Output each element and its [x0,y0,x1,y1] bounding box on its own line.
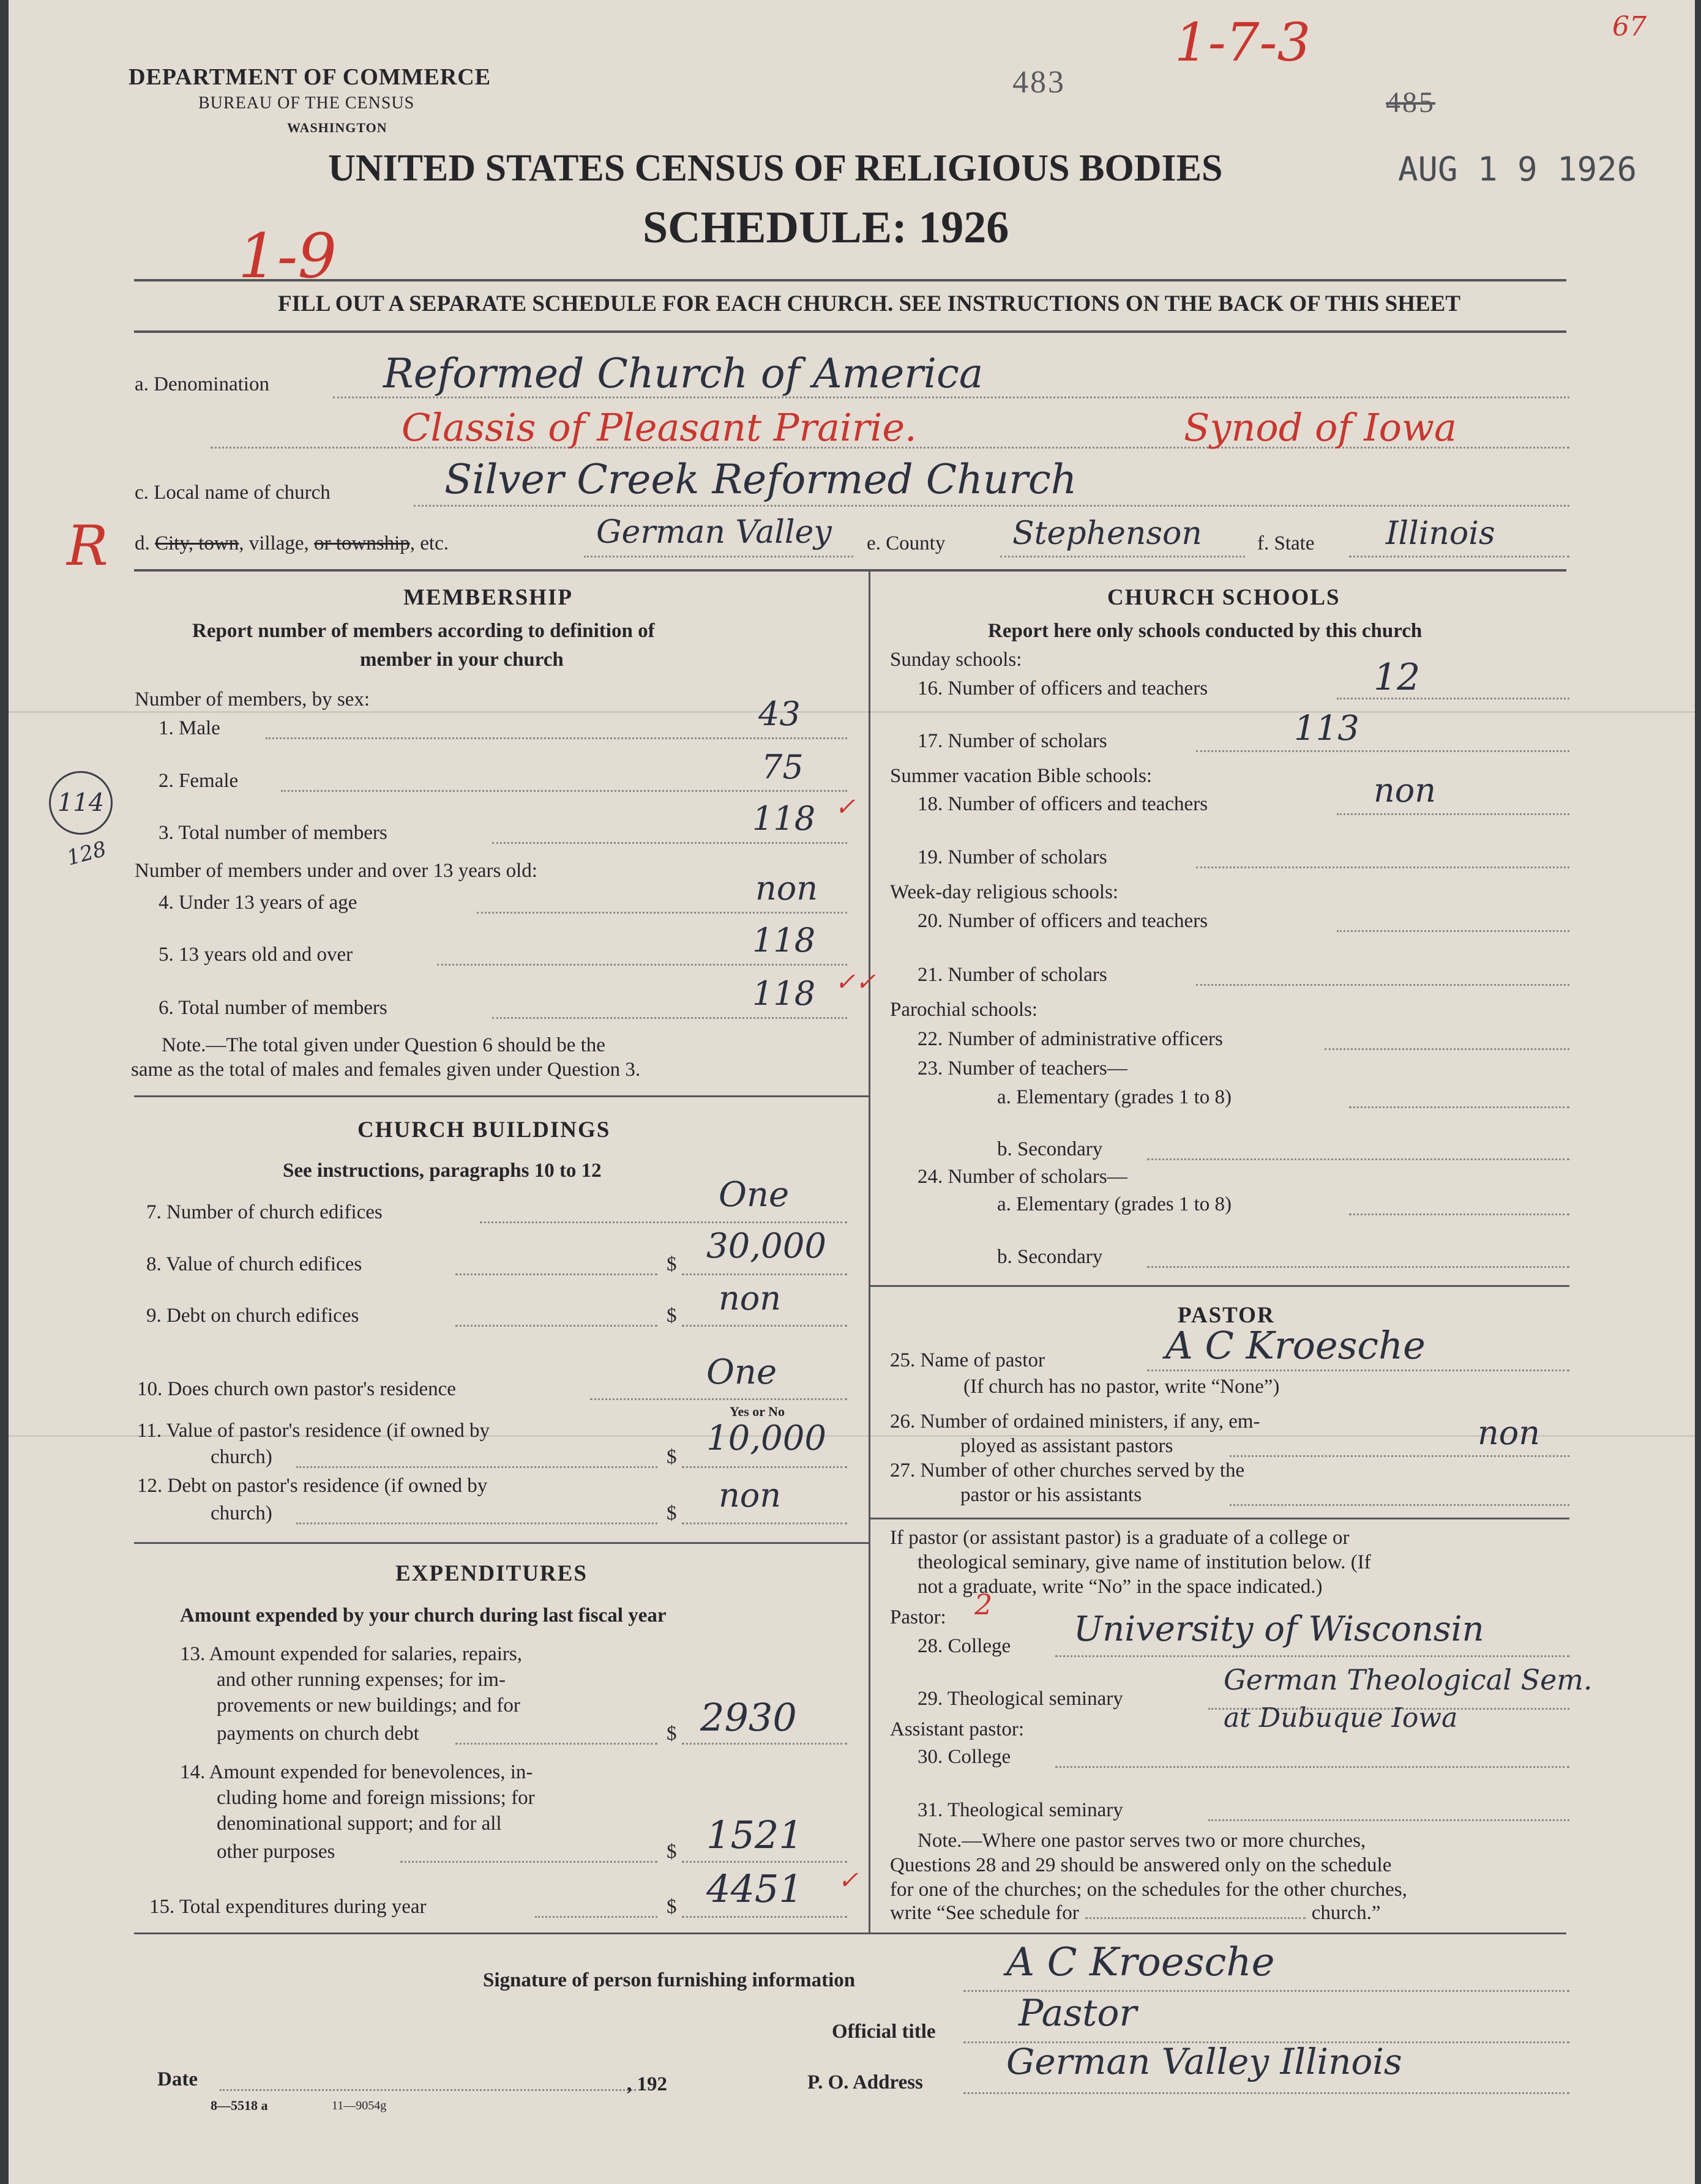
q18-value[interactable]: non [1374,771,1437,810]
department-name: DEPARTMENT OF COMMERCE [129,64,492,90]
q3-check-mark: ✓ [835,793,856,821]
q28-value[interactable]: University of Wisconsin [1074,1609,1484,1649]
q2-value[interactable]: 75 [761,748,804,786]
identity-rule [134,569,1566,572]
date-received-stamp: AUG 1 9 1926 [1398,150,1637,188]
local-name-value[interactable]: Silver Creek Reformed Church [444,456,1077,503]
place-line [584,556,853,557]
q12-dollar: $ [667,1502,677,1524]
q15-check-mark: ✓ [838,1866,859,1895]
place-label: d. City, town, village, or township, etc. [135,532,449,554]
form-number: 8—5518 a [211,2098,268,2113]
q16-label: 16. Number of officers and teachers [918,677,1208,699]
q24-label: 24. Number of scholars— [918,1166,1127,1188]
signature-label: Signature of person furnishing information [483,1969,856,1991]
q11-label: 11. Value of pastor's residence (if owned by [137,1420,490,1442]
q8-line [455,1273,657,1275]
yes-no-hint: Yes or No [730,1404,785,1419]
date-year: , 192 [627,2073,667,2095]
graduate-instruction: theological seminary, give name of institution below. (If [918,1551,1371,1573]
q18-line [1337,813,1569,815]
place-value[interactable]: German Valley [596,514,832,551]
q25-line [1147,1370,1569,1371]
q21-label: 21. Number of scholars [918,964,1107,986]
q14-dollar: $ [667,1841,677,1863]
state-value[interactable]: Illinois [1386,515,1495,552]
q3-label: 3. Total number of members [159,822,387,844]
margin-number: 128 [64,837,109,871]
graduate-instruction: If pastor (or assistant pastor) is a graduate of a college or [890,1527,1350,1549]
q30-line [1055,1766,1569,1768]
q14-label-cont: other purposes [217,1841,335,1863]
q4-line [477,912,847,914]
margin-circled-number: 114 [49,771,113,835]
q18-label: 18. Number of officers and teachers [918,793,1208,815]
q9-amount-line [682,1325,847,1327]
summer-schools-label: Summer vacation Bible schools: [890,765,1153,787]
q13-dollar: $ [667,1723,677,1745]
file-code: 1-7-3 [1175,12,1311,73]
q3-line [492,842,847,844]
q24b-label: b. Secondary [997,1246,1103,1268]
q14-value[interactable]: 1521 [706,1813,803,1857]
q30-label: 30. College [918,1746,1011,1768]
q26-label-cont: ployed as assistant pastors [960,1435,1173,1457]
buildings-heading: CHURCH BUILDINGS [357,1117,611,1142]
q5-label: 5. 13 years old and over [159,944,353,966]
q28-line [1055,1655,1569,1657]
q25-hint: (If church has no pastor, write “None”) [963,1376,1280,1398]
q17-line [1196,750,1569,752]
q15-line [535,1916,657,1918]
assistant-pastor-subheading: Assistant pastor: [890,1718,1025,1740]
q14-label-cont: denominational support; and for all [217,1813,502,1835]
classis-value[interactable]: Classis of Pleasant Prairie. [402,405,917,450]
print-number: 11—9054g [332,2099,387,2112]
city-name: WASHINGTON [287,120,387,135]
pastor-subheading: Pastor: [890,1606,946,1628]
q26-value[interactable]: non [1478,1414,1541,1452]
q12-value[interactable]: non [719,1476,782,1515]
q1-value[interactable]: 43 [758,695,801,733]
pastor-note: write “See schedule for church.” [890,1902,1381,1924]
q17-value[interactable]: 113 [1294,709,1359,748]
q13-label: 13. Amount expended for salaries, repairs, [180,1643,523,1665]
q6-line [492,1017,847,1019]
q6-label: 6. Total number of members [159,997,387,1019]
q10-line [590,1398,847,1400]
q12-line [296,1522,657,1524]
q1-label: 1. Male [159,717,220,739]
q13-value[interactable]: 2930 [700,1695,797,1740]
local-name-line [414,505,1569,507]
corner-mark: 67 [1612,11,1647,42]
q13-amount-line [682,1743,847,1745]
q19-label: 19. Number of scholars [918,846,1107,868]
q10-label: 10. Does church own pastor's residence [137,1378,456,1400]
q7-label: 7. Number of church edifices [146,1201,383,1223]
po-address-value[interactable]: German Valley Illinois [1006,2041,1402,2082]
pastor-rule [869,1518,1569,1519]
q5-value[interactable]: 118 [752,921,816,960]
membership-note: Note.—The total given under Question 6 should be the [162,1034,605,1056]
q26-line [1230,1455,1569,1457]
form-title: UNITED STATES CENSUS OF RELIGIOUS BODIES [328,147,1223,189]
struck-number: 485 [1386,86,1435,119]
county-line [1000,556,1245,557]
q12-label: 12. Debt on pastor's residence (if owned by [137,1475,488,1497]
title-rule [134,279,1566,281]
po-address-line [963,2092,1569,2094]
q11-value[interactable]: 10,000 [706,1418,826,1458]
q11-label-cont: church) [211,1446,272,1468]
po-address-label: P. O. Address [807,2071,923,2093]
q6-value[interactable]: 118 [752,974,816,1013]
q23-label: 23. Number of teachers— [918,1057,1127,1079]
local-name-label: c. Local name of church [135,482,331,504]
q15-value[interactable]: 4451 [706,1866,803,1911]
q14-line [400,1861,657,1863]
margin-code: 1-9 [238,220,337,292]
denomination-label: a. Denomination [135,373,269,395]
q14-amount-line [682,1861,847,1863]
parochial-schools-label: Parochial schools: [890,999,1038,1021]
q9-value[interactable]: non [719,1279,782,1317]
q27-line [1230,1504,1569,1506]
q11-amount-line [682,1466,847,1468]
margin-letter: R [67,514,108,578]
q3-value[interactable]: 118 [752,799,816,838]
membership-rule [134,1095,869,1097]
q1-line [266,737,847,739]
q24b-line [1147,1266,1569,1268]
q12-label-cont: church) [211,1502,272,1524]
q29-value-cont[interactable]: at Dubuque Iowa [1224,1702,1458,1734]
q29-label: 29. Theological seminary [918,1688,1123,1710]
official-title-label: Official title [832,2021,936,2043]
q9-line [455,1325,657,1327]
q16-value[interactable]: 12 [1374,656,1421,699]
q19-line [1196,867,1569,868]
sunday-schools-label: Sunday schools: [890,649,1022,671]
q12-amount-line [682,1522,847,1524]
q9-dollar: $ [667,1305,677,1327]
pastor-red-mark: 2 [974,1588,993,1621]
by-age-label: Number of members under and over 13 years old: [135,860,537,882]
q13-line [455,1743,657,1745]
q8-dollar: $ [667,1253,677,1275]
schools-intro: Report here only schools conducted by this church [988,620,1422,642]
county-value[interactable]: Stephenson [1012,515,1202,552]
pastor-note: Questions 28 and 29 should be answered only on the schedule [890,1854,1392,1876]
q13-label-cont: and other running expenses; for im- [217,1669,506,1691]
q23a-line [1349,1106,1569,1108]
q25-value[interactable]: A C Kroesche [1165,1323,1426,1368]
q16-line [1337,698,1569,699]
q20-line [1337,930,1569,932]
q10-value[interactable]: One [706,1352,777,1392]
membership-intro: member in your church [360,649,564,671]
q4-label: 4. Under 13 years of age [159,892,357,914]
q22-line [1325,1048,1569,1050]
synod-value[interactable]: Synod of Iowa [1184,405,1457,450]
q11-line [296,1466,657,1468]
q13-label-cont: provements or new buildings; and for [217,1694,520,1716]
pastor-heading: PASTOR [1178,1303,1275,1328]
denomination-value[interactable]: Reformed Church of America [383,350,984,397]
q21-line [1196,984,1569,986]
q23b-label: b. Secondary [997,1138,1103,1160]
state-label: f. State [1257,532,1315,554]
q8-label: 8. Value of church edifices [146,1253,362,1275]
q2-label: 2. Female [159,770,239,792]
q15-label: 15. Total expenditures during year [149,1896,427,1918]
expenditures-intro: Amount expended by your church during last fiscal year [180,1604,667,1627]
official-title-value[interactable]: Pastor [1019,1992,1137,2035]
pastor-note: for one of the churches; on the schedules for the other churches, [890,1879,1407,1901]
column-divider [869,569,870,1932]
expenditures-heading: EXPENDITURES [395,1561,588,1586]
q24a-label: a. Elementary (grades 1 to 8) [997,1193,1232,1215]
membership-intro: Report number of members according to definition of [192,620,655,642]
signature-value[interactable]: A C Kroesche [1006,1940,1275,1985]
q11-dollar: $ [667,1446,677,1468]
date-line [220,2089,636,2091]
q8-amount-line [682,1273,847,1275]
q2-line [281,790,847,792]
form-subtitle: SCHEDULE: 1926 [643,203,1009,253]
pastor-note: Note.—Where one pastor serves two or more churches, [918,1830,1366,1852]
q27-label-cont: pastor or his assistants [960,1484,1142,1506]
bureau-name: BUREAU OF THE CENSUS [198,94,415,113]
county-label: e. County [867,532,946,554]
q25-label: 25. Name of pastor [890,1349,1045,1371]
q8-value[interactable]: 30,000 [706,1226,826,1266]
schools-heading: CHURCH SCHOOLS [1107,585,1340,610]
q17-label: 17. Number of scholars [918,730,1107,752]
q14-label: 14. Amount expended for benevolences, in- [180,1761,533,1783]
q20-label: 20. Number of officers and teachers [918,910,1208,932]
instruction-line: FILL OUT A SEPARATE SCHEDULE FOR EACH CHURCH. SEE INSTRUCTIONS ON THE BACK OF THIS SHEET [278,291,1461,316]
q4-value[interactable]: non [755,869,818,908]
fold-line [9,711,1695,713]
q24a-line [1349,1213,1569,1215]
q22-label: 22. Number of administrative officers [918,1028,1223,1050]
buildings-rule [134,1542,869,1544]
q31-label: 31. Theological seminary [918,1799,1123,1821]
date-label: Date [157,2068,198,2090]
membership-heading: MEMBERSHIP [403,585,573,610]
q7-line [480,1221,847,1223]
state-line [1349,556,1569,557]
weekday-schools-label: Week-day religious schools: [890,881,1119,903]
membership-note: same as the total of males and females given under Question 3. [131,1059,641,1081]
form-bottom-rule [134,1932,1566,1934]
q29-value[interactable]: German Theological Sem. [1224,1663,1593,1696]
q5-line [437,964,847,966]
q9-label: 9. Debt on church edifices [146,1305,359,1327]
q15-dollar: $ [667,1896,677,1918]
q14-label-cont: cluding home and foreign missions; for [217,1787,535,1809]
q28-label: 28. College [918,1635,1011,1657]
q31-line [1208,1819,1569,1821]
graduate-instruction: not a graduate, write “No” in the space indicated.) [918,1576,1323,1598]
buildings-intro: See instructions, paragraphs 10 to 12 [283,1160,602,1182]
q7-value[interactable]: One [719,1175,790,1215]
q15-amount-line [682,1916,847,1918]
schools-rule [869,1285,1569,1287]
census-schedule-sheet [9,0,1695,2184]
q6-check-mark: ✓✓ [835,968,877,996]
instruction-rule [134,330,1566,333]
q26-label: 26. Number of ordained ministers, if any, em- [890,1411,1260,1433]
q23a-label: a. Elementary (grades 1 to 8) [997,1086,1232,1108]
by-sex-label: Number of members, by sex: [135,688,370,710]
stamp-number: 483 [1012,65,1066,100]
q13-label-cont: payments on church debt [217,1723,419,1745]
q23b-line [1147,1158,1569,1160]
q27-label: 27. Number of other churches served by the [890,1459,1245,1481]
